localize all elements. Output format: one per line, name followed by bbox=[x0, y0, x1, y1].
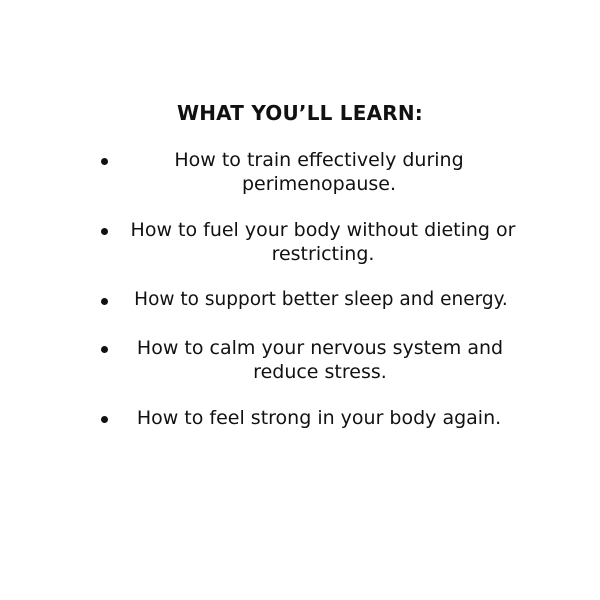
list-item bbox=[0, 148, 600, 208]
list-item-text: How to support better sleep and energy. bbox=[134, 289, 508, 310]
section-heading: WHAT YOU’LL LEARN: bbox=[176, 101, 423, 125]
list-item-text: How to calm your nervous system and reduce stress. bbox=[136, 337, 504, 383]
bullet-dot-icon bbox=[101, 228, 108, 235]
list-item-text: How to feel strong in your body again. bbox=[136, 407, 502, 429]
list-item-text: How to fuel your body without dieting or restricting. bbox=[130, 219, 516, 265]
list-item bbox=[0, 218, 600, 278]
list-item-text: How to train effectively during perimenopause. bbox=[174, 149, 464, 195]
list-item bbox=[0, 406, 600, 466]
list-item bbox=[0, 336, 600, 396]
bullet-dot-icon bbox=[101, 346, 108, 353]
bullet-dot-icon bbox=[101, 158, 108, 165]
bullet-dot-icon bbox=[101, 298, 108, 305]
bullet-dot-icon bbox=[101, 416, 108, 423]
